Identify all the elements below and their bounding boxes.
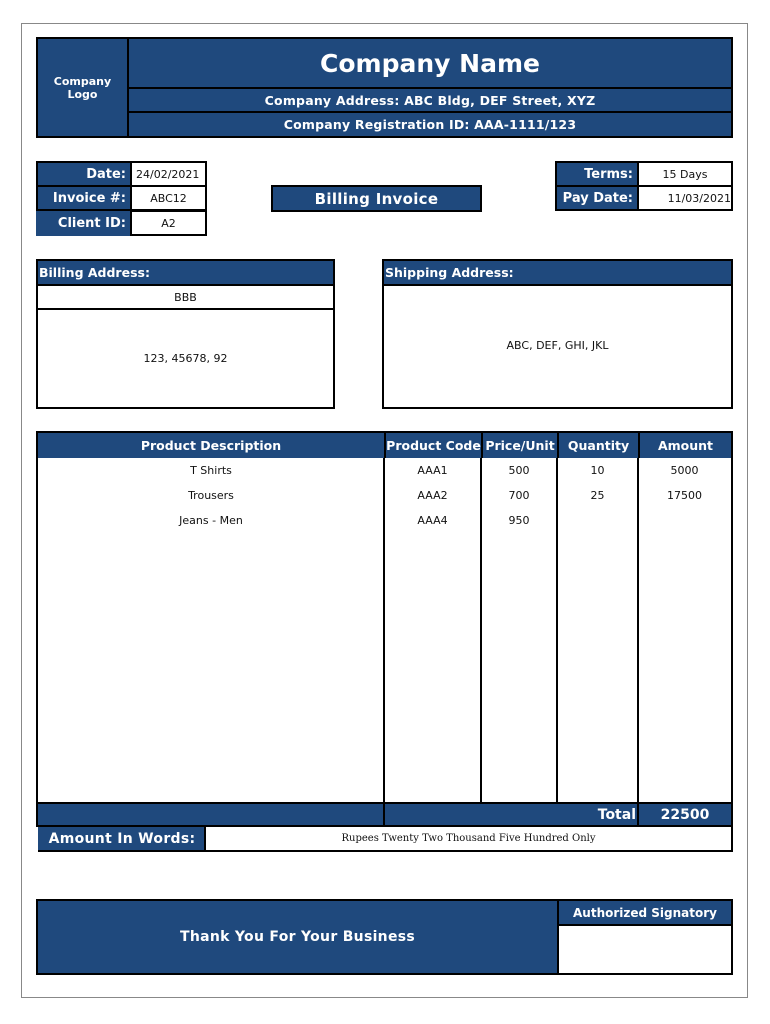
total-row-divider: [383, 802, 385, 825]
product-table: [36, 431, 733, 827]
signature-box[interactable]: [557, 924, 733, 975]
cell-amount: 5000: [670, 464, 699, 477]
client-id-label: Client ID:: [36, 211, 132, 236]
billing-name[interactable]: BBB: [36, 284, 335, 310]
thank-you-message: Thank You For Your Business: [36, 899, 559, 975]
company-registration: Company Registration ID: AAA-1111/123: [127, 111, 733, 138]
billing-address-label: Billing Address:: [36, 259, 335, 286]
cell-price: 700: [508, 489, 530, 502]
cell-amount: 17500: [667, 489, 702, 502]
cell-price: 500: [508, 464, 530, 477]
cell-description: Jeans - Men: [179, 514, 243, 527]
authorized-signatory-label: Authorized Signatory: [557, 899, 733, 926]
header-product-code: Product Code: [384, 433, 481, 458]
cell-code: AAA4: [417, 514, 448, 527]
cell-description: T Shirts: [190, 464, 232, 477]
cell-price: 950: [508, 514, 530, 527]
total-value: 22500: [639, 804, 731, 825]
shipping-address-label: Shipping Address:: [382, 259, 733, 286]
company-logo: Company Logo: [36, 37, 129, 138]
header-product-description: Product Description: [38, 433, 384, 458]
table-row: [38, 458, 731, 483]
date-label: Date:: [36, 161, 132, 187]
cell-quantity: 10: [590, 464, 605, 477]
pay-date-label: Pay Date:: [555, 185, 639, 211]
shipping-address-value[interactable]: ABC, DEF, GHI, JKL: [382, 284, 733, 409]
cell-code: AAA1: [417, 464, 448, 477]
document-title: Billing Invoice: [271, 185, 482, 212]
table-row: [38, 483, 731, 508]
cell-description: Trousers: [188, 489, 234, 502]
table-row: [38, 508, 731, 533]
header-price-unit: Price/Unit: [481, 433, 557, 458]
amount-in-words-label: Amount In Words:: [38, 827, 206, 852]
header-quantity: Quantity: [557, 433, 638, 458]
company-address: Company Address: ABC Bldg, DEF Street, XYZ: [127, 87, 733, 113]
invoice-number-value[interactable]: ABC12: [130, 185, 207, 211]
invoice-number-label: Invoice #:: [36, 185, 132, 211]
pay-date-value[interactable]: 11/03/2021: [637, 185, 733, 211]
terms-label: Terms:: [555, 161, 639, 187]
cell-code: AAA2: [417, 489, 448, 502]
cell-quantity: 25: [590, 489, 605, 502]
terms-value[interactable]: 15 Days: [637, 161, 733, 187]
amount-in-words-value[interactable]: Rupees Twenty Two Thousand Five Hundred Only: [204, 825, 733, 852]
client-id-value[interactable]: A2: [130, 210, 207, 236]
billing-address-value[interactable]: 123, 45678, 92: [36, 308, 335, 409]
date-value[interactable]: 24/02/2021: [130, 161, 207, 187]
total-label: Total: [481, 804, 637, 825]
header-amount: Amount: [638, 433, 731, 458]
company-name: Company Name: [127, 37, 733, 89]
